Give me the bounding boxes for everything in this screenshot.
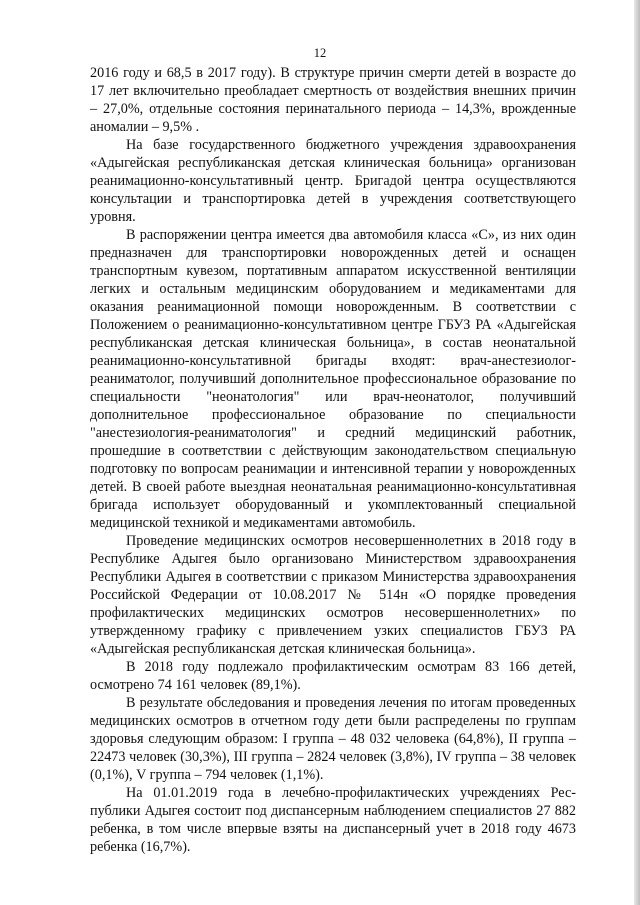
document-body [90, 64, 576, 856]
paragraph-health-groups: В результате обследования и проведения лечения по итогам проведенных медицинских осмотров в отчетном году дети были распределены по группам здоровья следующим образом: I группа – 48 032 человека (64,8%), II группа – 22473 человек (30,3%), III группа – 2824 человек (3,8%), IV группа – 38 человек (0,1%), V группа – 794 человек (1,1%). [90, 695, 576, 783]
page-edge-shadow [634, 0, 640, 905]
paragraph-medical-examinations: Проведение медицинских осмотров несовершеннолетних в 2018 году в Республике Адыгея было организовано Министерством здравоохранения Республики Адыгея в соответствии с приказом Министерства здравоохранения Российской Федерации от 10.08.2017 № 514н «О порядке проведения профилактических медицинских осмотров несовершеннолетних» по утвержденному графику с привлечением узких специалистов ГБУЗ РА «Адыгейская республиканская детская клиническая больница». [90, 533, 576, 657]
paragraph-dispensary-observation: На 01.01.2019 года в лечебно-профилактических учреждениях Республики Адыгея состоит под диспансерным наблюдением специалистов 27 882 ребенка, в том числе впервые взяты на диспансерный учет в 2018 году 4673 ребенка (16,7%). [90, 785, 576, 855]
paragraph-resuscitation-center: На базе государственного бюджетного учреждения здравоохранения «Адыгейская республиканская детская клиническая больница» организован реанимационно-консультативный центр. Бригадой центра осуществляются консультации и транспортировка детей в учреждения соответствующего уровня. [90, 137, 576, 225]
paragraph-center-vehicles: В распоряжении центра имеется два автомобиля класса «С», из них один предназначен для транспортировки новорожденных детей и оснащен транспортным кувезом, портативным аппаратом искусственной вентиляции легких и остальным медицинским оборудованием и медикаментами для оказания реанимационной помощи новорожденным. В соответствии с Положением о реанимационно-консультативном центре ГБУЗ РА «Адыгейская республиканская детская клиническая больница», в состав неонатальной реанимационно-консультативной бригады входят: врач-анестезиолог-реаниматолог, получивший дополнительное профессиональное образование по специальности "неонатология" или врач-неонатолог, получивший дополнительное профессиональное образование по специальности "анестезиология-реаниматология" и средний медицинский работник, прошедшие в соответствии с действующим законодательством специальную подготовку по вопросам реанимации и интенсивной терапии у новорожденных детей. В своей работе выездная неонатальная реанимационно-консультативная бригада использует оборудованный и укомплектованный специальной медицинской техникой и медикаментами автомобиль. [90, 227, 576, 531]
paragraph-mortality-structure: 2016 году и 68,5 в 2017 году). В структуре причин смерти детей в возрасте до 17 лет включительно преобладает смертность от воздействия внешних причин – 27,0%, отдельные состояния перинатального периода – 14,3%, врожденные аномалии – 9,5% . [90, 65, 576, 135]
paragraph-examination-counts: В 2018 году подлежало профилактическим осмотрам 83 166 детей, осмотрено 74 161 человек (89,1%). [90, 659, 576, 693]
page-number: 12 [313, 46, 327, 60]
